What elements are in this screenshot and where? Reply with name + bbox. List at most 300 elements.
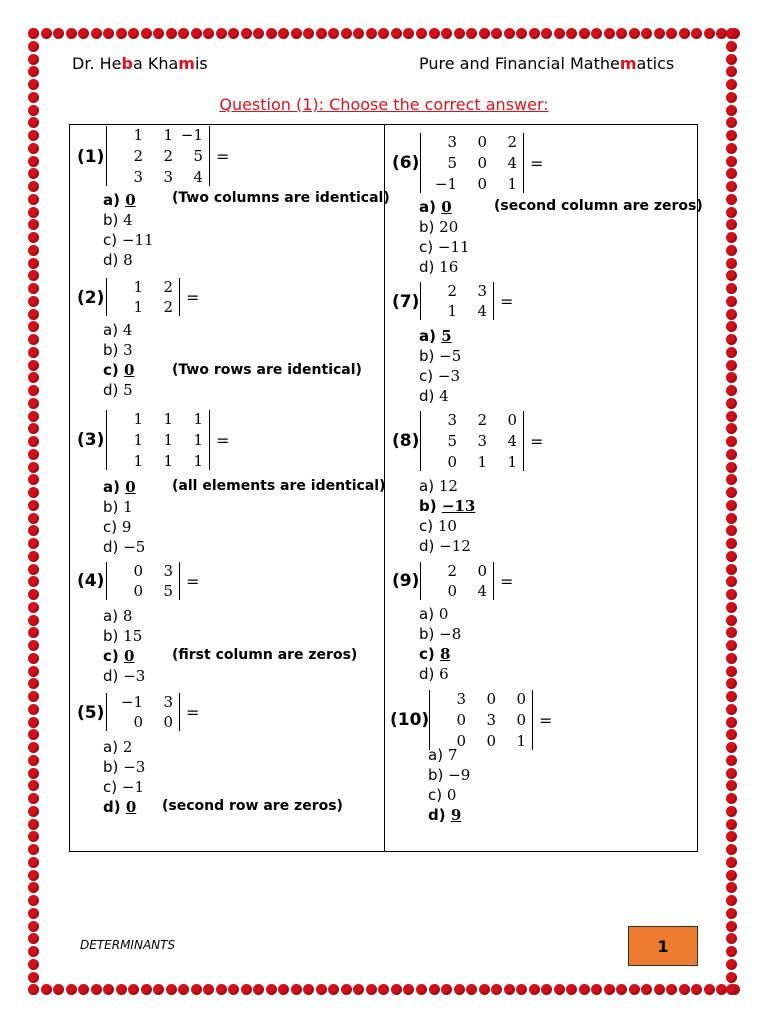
border-dot [53,28,64,39]
border-dot [28,780,39,791]
answer-options [103,606,145,686]
answer-option[interactable]: c) −11 [419,238,470,256]
border-dot [66,28,77,39]
border-right [726,28,740,996]
border-dot [704,984,715,995]
matrix-entry: 5 [163,582,173,600]
border-dot [491,28,502,39]
answer-option[interactable]: c) −3 [419,367,460,385]
matrix-entry: 3 [486,711,496,729]
border-dot [726,844,737,855]
border-left [28,28,42,996]
border-dot [28,717,39,728]
matrix-entry: 1 [163,410,173,428]
answer-option[interactable]: d) 0 [103,798,137,816]
border-dot [166,984,177,995]
border-dot [28,156,39,167]
border-dot [704,28,715,39]
border-dot [604,28,615,39]
border-dot [566,984,577,995]
border-dot [28,500,39,511]
matrix-entry: 4 [507,154,517,172]
border-dot [28,551,39,562]
border-dot [28,41,39,52]
answer-option[interactable]: a) 2 [103,738,133,756]
border-dot [591,984,602,995]
border-dot [103,984,114,995]
border-dot [726,589,737,600]
border-dot [466,28,477,39]
border-dot [28,117,39,128]
border-dot [28,844,39,855]
border-dot [641,984,652,995]
border-dot [516,984,527,995]
answer-option[interactable]: b) −3 [103,758,146,776]
border-dot [726,742,737,753]
border-top [28,28,740,42]
answer-options [419,197,470,277]
border-dot [28,462,39,473]
question-number: (6) [392,153,420,173]
border-dot [726,551,737,562]
answer-option[interactable]: d) 6 [419,665,449,683]
border-dot [28,602,39,613]
border-dot [726,691,737,702]
border-dot [28,666,39,677]
question-number: (7) [392,292,420,312]
answer-options [103,477,145,557]
answer-option[interactable]: a) 0 [103,478,136,496]
border-dot [28,474,39,485]
border-dot [491,984,502,995]
answer-option[interactable]: b) 3 [103,341,133,359]
matrix-entry: 3 [447,133,457,151]
answer-option[interactable]: d) 5 [103,381,133,399]
border-dot [726,908,737,919]
border-dot [28,385,39,396]
border-dot [328,984,339,995]
matrix-entry: 1 [133,298,143,316]
border-dot [28,245,39,256]
matrix-entry: 3 [456,690,466,708]
answer-option[interactable]: c) −1 [103,778,144,796]
matrix-entry: 4 [477,582,487,600]
border-dot [303,28,314,39]
border-dot [66,984,77,995]
border-dot [579,984,590,995]
border-dot [726,576,737,587]
matrix-entry: −1 [180,126,203,144]
border-dot [28,819,39,830]
border-dot [726,768,737,779]
matrix-entry: 1 [133,452,143,470]
border-dot [28,984,39,995]
page-number: 1 [628,926,698,966]
border-dot [726,372,737,383]
border-dot [28,436,39,447]
border-dot [28,283,39,294]
matrix-entry: 1 [133,126,143,144]
border-dot [726,117,737,128]
matrix-entry: 0 [447,453,457,471]
border-dot [726,474,737,485]
matrix-entry: 3 [133,168,143,186]
answer-option[interactable]: c) 8 [419,645,451,663]
border-dot [554,28,565,39]
matrix-entry: −1 [120,693,143,711]
answer-option[interactable]: b) −8 [419,625,462,643]
border-dot [28,640,39,651]
border-dot [726,270,737,281]
border-dot [53,984,64,995]
border-dot [141,984,152,995]
border-dot [479,28,490,39]
border-dot [726,398,737,409]
course-title: Pure and Financial Mathematics [419,54,675,73]
determinant-matrix: −1 3 0 0 = [106,693,199,731]
answer-option[interactable]: c) 0 [428,786,457,804]
answer-option[interactable]: b) −9 [428,766,471,784]
border-dot [726,895,737,906]
border-dot [303,984,314,995]
matrix-entry: 0 [477,175,487,193]
border-dot [378,28,389,39]
answer-option[interactable]: a) 12 [419,477,458,495]
border-dot [28,576,39,587]
answer-option[interactable]: a) 0 [419,605,449,623]
matrix-entry: 0 [516,711,526,729]
matrix-entry: 0 [133,713,143,731]
border-dot [454,984,465,995]
border-dot [228,28,239,39]
matrix-entry: 0 [133,582,143,600]
matrix-entry: 1 [133,278,143,296]
answer-option[interactable]: d) 16 [419,258,459,276]
border-dot [28,921,39,932]
answer-option[interactable]: a) 8 [103,607,133,625]
border-dot [726,704,737,715]
border-dot [378,984,389,995]
border-dot [28,411,39,422]
border-dot [78,28,89,39]
matrix-entry: 2 [447,282,457,300]
border-dot [616,28,627,39]
border-dot [28,870,39,881]
answer-option[interactable]: d) 8 [103,251,133,269]
border-dot [28,678,39,689]
border-dot [726,143,737,154]
matrix-entry: 1 [133,410,143,428]
border-dot [726,525,737,536]
border-dot [726,54,737,65]
border-dot [278,28,289,39]
matrix-entry: 1 [193,431,203,449]
answer-explanation: (Two rows are identical) [172,362,362,378]
border-dot [28,181,39,192]
border-dot [516,28,527,39]
matrix-entry: 5 [447,154,457,172]
matrix-entry: 0 [486,690,496,708]
border-dot [504,984,515,995]
border-dot [726,168,737,179]
answer-option[interactable]: b) 4 [103,211,133,229]
border-dot [28,168,39,179]
border-dot [726,79,737,90]
determinant-matrix: 1 2 1 2 = [106,278,199,316]
border-dot [253,984,264,995]
border-dot [28,79,39,90]
border-dot [266,28,277,39]
border-dot [629,984,640,995]
border-dot [291,28,302,39]
border-dot [241,984,252,995]
answer-option[interactable]: a) 7 [428,746,458,764]
matrix-entry: 1 [477,453,487,471]
matrix-entry: 0 [486,732,496,750]
border-dot [726,946,737,957]
matrix-entry: 3 [163,168,173,186]
border-dot [366,28,377,39]
border-dot [103,28,114,39]
matrix-entry: 0 [456,732,466,750]
answer-option[interactable]: d) 4 [419,387,449,405]
border-dot [203,984,214,995]
border-dot [726,462,737,473]
border-dot [28,143,39,154]
border-dot [28,895,39,906]
border-dot [726,755,737,766]
answer-option[interactable]: c) 9 [103,518,132,536]
author-name: Dr. Heba Khamis [72,54,208,73]
border-dot [726,717,737,728]
matrix-entry: 0 [456,711,466,729]
border-dot [316,984,327,995]
answer-explanation: (Two columns are identical) [172,190,390,206]
border-dot [166,28,177,39]
border-dot [28,423,39,434]
question-number: (8) [392,431,420,451]
border-dot [726,219,737,230]
matrix-entry: 4 [507,432,517,450]
answer-option[interactable]: b) −5 [419,347,462,365]
matrix-entry: 3 [163,693,173,711]
border-dot [28,806,39,817]
question-number: (10) [390,710,430,730]
border-dot [726,411,737,422]
border-dot [241,28,252,39]
determinant-matrix: 3 0 2 5 0 4 −1 0 1 = [420,133,543,193]
border-dot [726,360,737,371]
footer-topic: DETERMINANTS [80,938,176,952]
matrix-entry: 4 [477,302,487,320]
border-dot [726,640,737,651]
border-dot [366,984,377,995]
border-dot [41,984,52,995]
border-dot [28,831,39,842]
border-dot [28,232,39,243]
border-dot [726,678,737,689]
border-dot [403,984,414,995]
answer-options [103,190,154,270]
border-dot [726,780,737,791]
border-dot [341,984,352,995]
answer-option[interactable]: a) 0 [103,191,136,209]
border-dot [253,28,264,39]
border-dot [28,615,39,626]
answer-option[interactable]: c) 10 [419,517,457,535]
border-dot [116,984,127,995]
determinant-matrix: 1 1 −1 2 2 5 3 3 4 = [106,126,229,186]
border-dot [726,66,737,77]
question-title: Question (1): Choose the correct answer: [219,95,549,114]
border-dot [726,245,737,256]
border-dot [28,334,39,345]
matrix-entry: 1 [193,410,203,428]
answer-options [428,745,470,825]
border-dot [654,984,665,995]
border-dot [654,28,665,39]
answer-option[interactable]: b) 15 [103,627,143,645]
question-number: (9) [392,571,420,591]
answer-option[interactable]: c) −11 [103,231,154,249]
border-dot [726,321,737,332]
answer-option[interactable]: b) 20 [419,218,459,236]
answer-option[interactable]: d) −5 [103,538,146,556]
border-dot [726,232,737,243]
answer-option[interactable]: a) 5 [419,327,452,345]
border-dot [726,857,737,868]
border-dot [41,28,52,39]
border-dot [726,487,737,498]
border-dot [28,589,39,600]
border-dot [28,908,39,919]
matrix-entry: 2 [447,562,457,580]
border-dot [28,296,39,307]
border-dot [278,984,289,995]
answer-option[interactable]: d) −3 [103,667,146,685]
border-dot [504,28,515,39]
border-dot [353,984,364,995]
border-dot [726,423,737,434]
border-dot [726,385,737,396]
border-dot [28,691,39,702]
border-dot [726,819,737,830]
border-dot [726,921,737,932]
border-dot [403,28,414,39]
border-dot [726,334,737,345]
border-dot [28,704,39,715]
border-dot [28,360,39,371]
matrix-entry: 2 [163,147,173,165]
border-dot [28,487,39,498]
border-dot [353,28,364,39]
border-dot [266,984,277,995]
matrix-entry: 0 [477,562,487,580]
border-dot [726,538,737,549]
matrix-entry: 3 [447,411,457,429]
determinant-matrix: 2 3 1 4 = [420,282,513,320]
matrix-entry: 1 [163,431,173,449]
border-dot [216,984,227,995]
determinant-matrix: 3 2 0 5 3 4 0 1 1 = [420,411,543,471]
answer-option[interactable]: d) 9 [428,806,462,824]
border-dot [341,28,352,39]
border-dot [141,28,152,39]
border-dot [454,28,465,39]
matrix-entry: 0 [133,562,143,580]
matrix-entry: 1 [163,452,173,470]
answer-option[interactable]: c) 0 [103,361,135,379]
border-dot [726,194,737,205]
border-dot [429,984,440,995]
matrix-entry: 1 [163,126,173,144]
answer-option[interactable]: a) 0 [419,198,452,216]
matrix-entry: 2 [477,411,487,429]
border-dot [616,984,627,995]
answer-option[interactable]: d) −12 [419,537,471,555]
border-dot [28,449,39,460]
border-dot [28,882,39,893]
border-dot [28,755,39,766]
answer-option[interactable]: a) 4 [103,321,133,339]
border-dot [726,449,737,460]
border-dot [554,984,565,995]
matrix-entry: 0 [447,582,457,600]
answer-option[interactable]: c) 0 [103,647,135,665]
border-dot [128,984,139,995]
answer-option[interactable]: b) 1 [103,498,133,516]
border-dot [28,857,39,868]
matrix-entry: −1 [434,175,457,193]
matrix-entry: 0 [477,133,487,151]
border-dot [726,41,737,52]
border-dot [726,984,737,995]
border-dot [479,984,490,995]
border-dot [726,831,737,842]
border-dot [726,156,737,167]
border-dot [416,984,427,995]
border-dot [391,984,402,995]
border-dot [541,984,552,995]
border-dot [726,207,737,218]
answer-explanation: (all elements are identical) [172,478,386,494]
border-dot [153,28,164,39]
border-dot [726,500,737,511]
border-dot [28,525,39,536]
matrix-entry: 1 [507,175,517,193]
answer-options [419,476,475,556]
border-dot [691,28,702,39]
answer-explanation: (first column are zeros) [172,647,358,663]
border-bottom [28,984,740,998]
border-dot [316,28,327,39]
border-dot [726,615,737,626]
border-dot [28,933,39,944]
matrix-entry: 0 [477,154,487,172]
border-dot [726,564,737,575]
border-dot [416,28,427,39]
border-dot [128,28,139,39]
border-dot [726,653,737,664]
answer-option[interactable]: b) −13 [419,497,476,515]
border-dot [566,28,577,39]
border-dot [541,28,552,39]
matrix-entry: 2 [163,298,173,316]
border-dot [28,309,39,320]
border-dot [178,28,189,39]
border-dot [726,436,737,447]
border-dot [726,309,737,320]
